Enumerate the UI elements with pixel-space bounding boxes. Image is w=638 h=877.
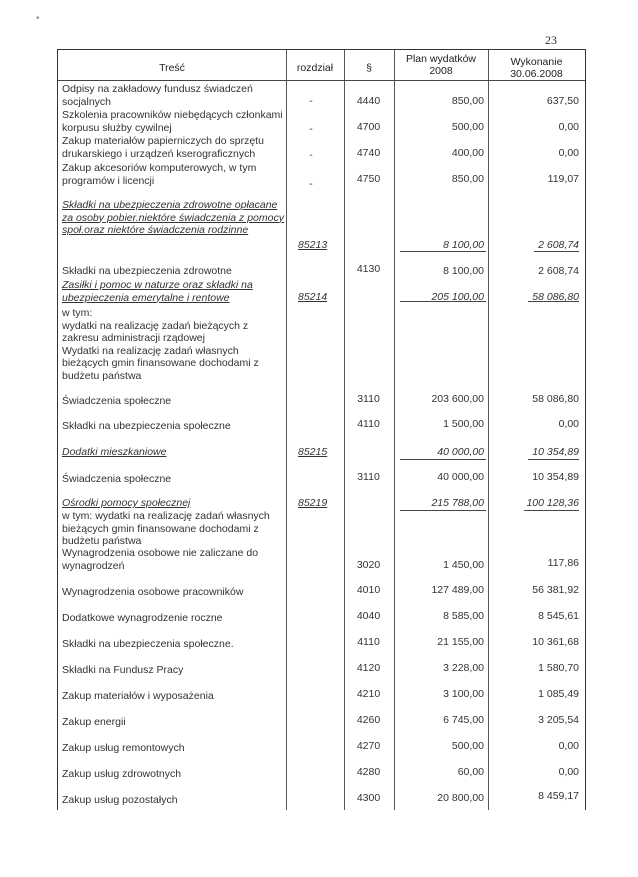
row-text: w tym: wydatki na realizację zadań własnych bieżących gmin finansowane dochodami z budżetu państwa (62, 510, 270, 547)
budget-table (57, 49, 586, 810)
row-plan: 1 500,00 (443, 418, 484, 430)
row-wykonanie: 117,86 (547, 557, 579, 569)
col-divider (394, 50, 395, 810)
row-plan: 40 000,00 (437, 446, 484, 458)
row-wykonanie: 10 361,68 (532, 636, 579, 648)
row-text: Szkolenia pracowników niebędących członkami korpusu służby cywilnej (62, 109, 283, 134)
row-wykonanie: 100 128,36 (526, 497, 579, 509)
row-paragraf: 3110 (357, 471, 380, 483)
row-text: Zakup materiałów i wyposażenia (62, 690, 214, 702)
row-wykonanie: 10 354,89 (532, 446, 579, 458)
row-wykonanie: 119,07 (547, 173, 579, 185)
row-paragraf: 3020 (356, 559, 381, 571)
wykonanie-underline (534, 251, 579, 252)
row-text: Ośrodki pomocy społecznej (62, 497, 191, 509)
row-wykonanie: 2 608,74 (538, 265, 579, 277)
row-wykonanie: 1 085,49 (538, 688, 579, 700)
header-divider (58, 80, 585, 81)
row-wykonanie: 0,00 (558, 147, 579, 159)
row-text: Składki na ubezpieczenia zdrowotne (62, 265, 232, 277)
scan-mark: • (36, 13, 40, 24)
row-text: Zakup energii (62, 716, 126, 728)
header-paragraf: § (366, 62, 372, 74)
row-paragraf: 4300 (356, 792, 381, 804)
row-text: Świadczenia społeczne (62, 395, 172, 407)
plan-underline (400, 459, 486, 460)
row-plan: 8 100,00 (443, 265, 484, 277)
row-plan: 850,00 (451, 173, 484, 185)
row-text: Składki na Fundusz Pracy (62, 664, 184, 676)
row-text: Zakup usług pozostałych (62, 794, 178, 806)
header-tresc: Treść (159, 62, 185, 74)
row-paragraf: 4110 (357, 418, 380, 430)
header-rozdzial: rozdział (296, 62, 334, 74)
row-text: Składki na ubezpieczenia społeczne. (62, 638, 234, 650)
row-plan: 8 585,00 (443, 610, 484, 622)
row-wykonanie: 10 354,89 (532, 471, 579, 483)
row-plan: 500,00 (451, 121, 484, 133)
row-text: Dodatkowe wynagrodzenie roczne (62, 612, 223, 624)
row-plan: 500,00 (451, 740, 484, 752)
row-text: Składki na ubezpieczenia społeczne (62, 420, 231, 432)
row-text: Dodatki mieszkaniowe (62, 446, 167, 458)
row-paragraf: 4040 (356, 610, 381, 622)
row-plan: 215 788,00 (431, 497, 484, 509)
col-divider (286, 50, 287, 810)
row-paragraf: 4130 (356, 263, 381, 275)
row-text: Zakup akcesoriów komputerowych, w tym programów i licencji (62, 162, 257, 187)
row-wykonanie: 2 608,74 (538, 239, 579, 251)
row-rozdzial: - (309, 123, 313, 135)
row-paragraf: 4440 (356, 95, 381, 107)
wykonanie-underline (528, 459, 579, 460)
row-plan: 8 100,00 (443, 239, 484, 251)
row-text: Zakup materiałów papierniczych do sprzętu drukarskiego i urządzeń kserograficznych (62, 135, 264, 160)
row-plan: 205 100,00 (431, 291, 484, 303)
row-text: Świadczenia społeczne (62, 473, 172, 485)
row-paragraf: 3110 (357, 393, 380, 405)
row-plan: 3 100,00 (443, 688, 484, 700)
row-wykonanie: 0,00 (558, 766, 579, 778)
header-plan: Plan wydatków 2008 (405, 53, 477, 77)
row-paragraf: 4700 (356, 121, 381, 133)
row-wykonanie: 3 205,54 (538, 714, 579, 726)
row-text: Odpisy na zakładowy fundusz świadczeń socjalnych (62, 83, 253, 108)
row-wykonanie: 56 381,92 (532, 584, 579, 596)
row-wykonanie: 58 086,80 (532, 291, 579, 303)
row-plan: 400,00 (451, 147, 484, 159)
row-wykonanie: 0,00 (558, 740, 579, 752)
row-paragraf: 4210 (356, 688, 381, 700)
row-wykonanie: 0,00 (558, 418, 579, 430)
header-wykonanie: Wykonanie 30.06.2008 (510, 56, 563, 80)
row-wykonanie: 1 580,70 (538, 662, 579, 674)
row-rozdzial: 85215 (298, 446, 328, 458)
row-wykonanie: 637,50 (546, 95, 579, 107)
plan-underline (400, 510, 486, 511)
row-rozdzial: 85213 (298, 239, 328, 251)
row-paragraf: 4750 (356, 173, 381, 185)
row-paragraf: 4120 (356, 662, 381, 674)
wykonanie-underline (524, 510, 579, 511)
col-divider (344, 50, 345, 810)
row-paragraf: 4260 (356, 714, 381, 726)
row-paragraf: 4280 (356, 766, 381, 778)
row-plan: 60,00 (457, 766, 484, 778)
page-number: 23 (545, 33, 557, 47)
plan-underline (400, 301, 486, 302)
row-rozdzial: 85219 (298, 497, 328, 509)
row-text: Zasiłki i pomoc w naturze oraz składki na ubezpieczenia emerytalne i rentowe (62, 279, 253, 304)
row-text: w tym: wydatki na realizację zadań bieżących z zakresu administracji rządowej Wydatki na realizację zadań własnych bieżących gmin finansowane dochodami z budżetu państwa (62, 307, 259, 382)
row-text: Wynagrodzenia osobowe nie zaliczane do wynagrodzeń (62, 547, 259, 572)
row-text: Zakup usług remontowych (62, 742, 185, 754)
row-plan: 40 000,00 (437, 471, 484, 483)
row-plan: 20 800,00 (437, 792, 484, 804)
row-plan: 1 450,00 (443, 559, 484, 571)
wykonanie-underline (528, 301, 579, 302)
row-plan: 850,00 (451, 95, 484, 107)
row-paragraf: 4740 (356, 147, 381, 159)
row-plan: 6 745,00 (443, 714, 484, 726)
row-rozdzial: - (309, 95, 313, 107)
row-plan: 127 489,00 (431, 584, 484, 596)
row-text: Składki na ubezpieczenia zdrowotne opłacane za osoby pobier.niektóre świadczenia z pomocy społ.oraz niektóre świadczenia rodzinne (62, 199, 284, 236)
row-paragraf: 4010 (356, 584, 381, 596)
row-wykonanie: 0,00 (558, 121, 579, 133)
row-rozdzial: - (309, 178, 313, 190)
row-wykonanie: 8 459,17 (538, 790, 579, 802)
row-plan: 3 228,00 (443, 662, 484, 674)
row-rozdzial: 85214 (298, 291, 328, 303)
col-divider (488, 50, 489, 810)
row-wykonanie: 58 086,80 (532, 393, 579, 405)
row-text: Zakup usług zdrowotnych (62, 768, 182, 780)
row-plan: 21 155,00 (437, 636, 484, 648)
row-wykonanie: 8 545,61 (538, 610, 579, 622)
row-text: Wynagrodzenia osobowe pracowników (62, 586, 244, 598)
row-plan: 203 600,00 (431, 393, 484, 405)
plan-underline (400, 251, 486, 252)
row-paragraf: 4270 (356, 740, 381, 752)
row-rozdzial: - (309, 149, 313, 161)
row-paragraf: 4110 (357, 636, 380, 648)
